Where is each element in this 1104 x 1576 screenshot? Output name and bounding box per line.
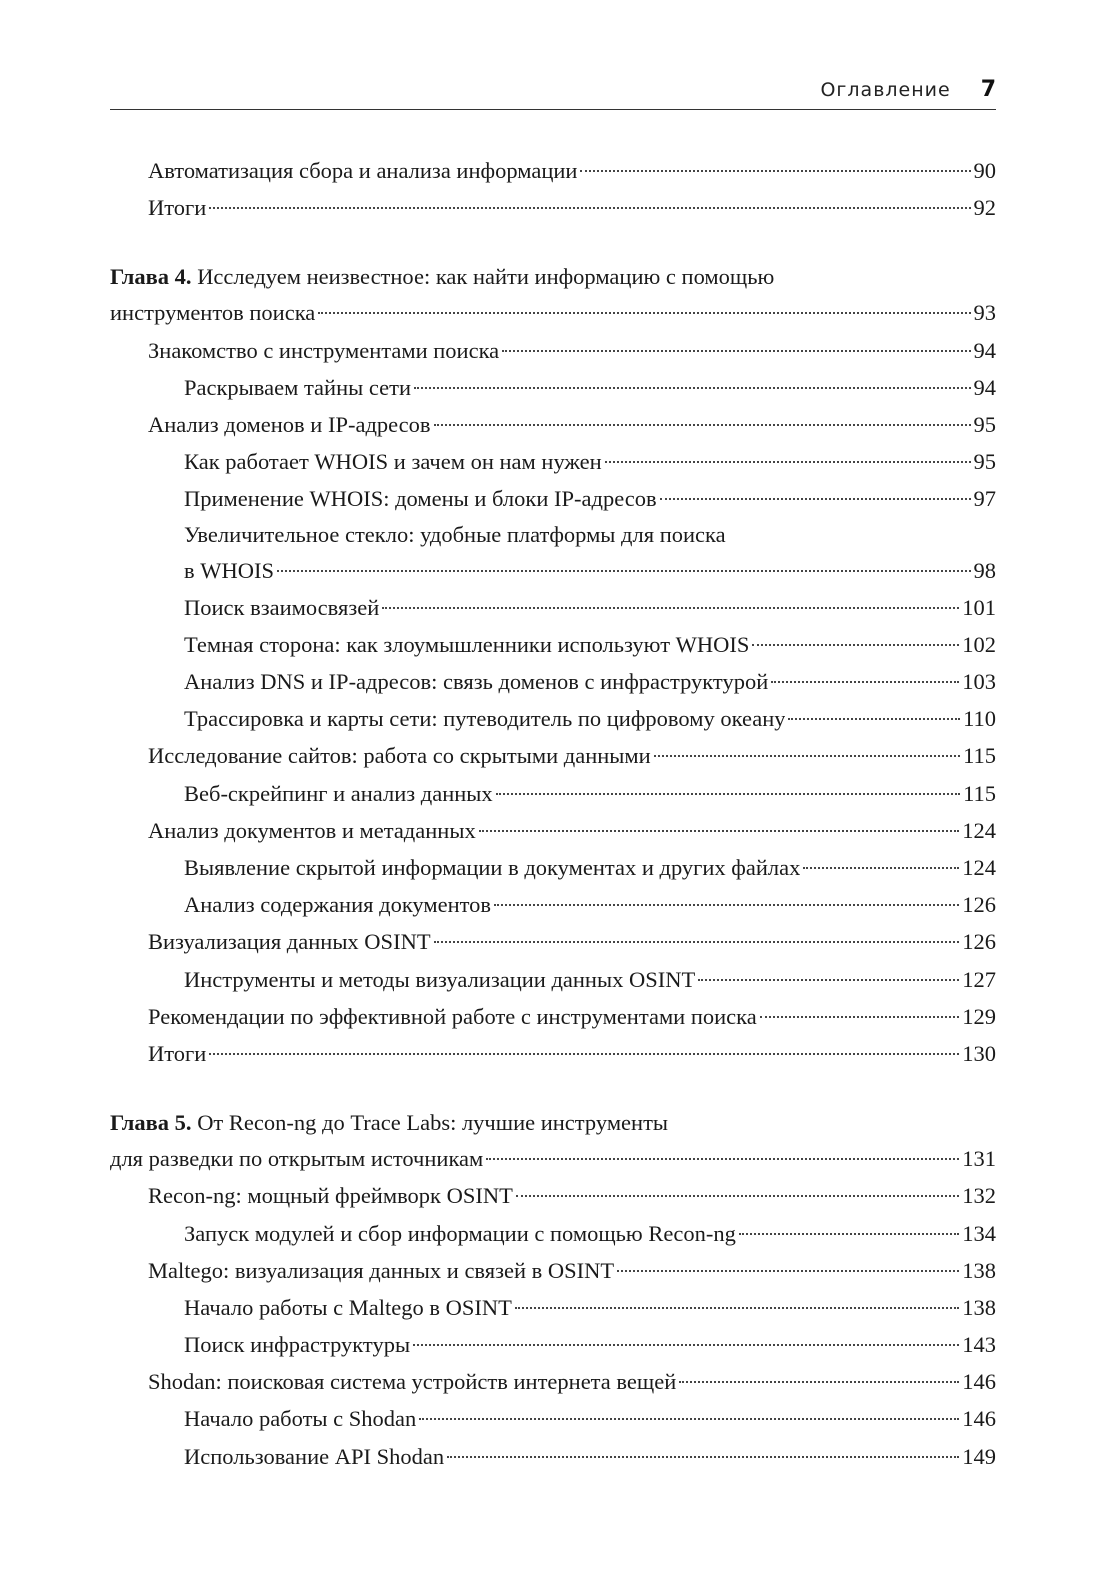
toc-entry-title: Запуск модулей и сбор информации с помощью Recon-ng	[184, 1220, 736, 1246]
toc-entry-page: 102	[962, 631, 996, 657]
toc-entry	[110, 189, 996, 226]
toc-entry-title: Анализ DNS и IP-адресов: связь доменов с инфраструктурой	[184, 669, 769, 695]
dot-leader	[209, 1053, 959, 1055]
toc-entry	[110, 1215, 996, 1252]
toc-entry	[110, 775, 996, 812]
toc-entry-page: 134	[962, 1220, 996, 1246]
toc-entry-title: Shodan: поисковая система устройств интернета вещей	[148, 1369, 677, 1395]
toc-entry	[110, 626, 996, 663]
toc-entry	[110, 1326, 996, 1363]
toc-entry-page: 126	[962, 929, 996, 955]
dot-leader	[617, 1270, 959, 1272]
toc-entry-title: Анализ содержания документов	[184, 892, 492, 918]
toc-entry	[110, 663, 996, 700]
toc-entry-title: Раскрываем тайны сети	[184, 374, 411, 400]
toc-entry-title: Итоги	[148, 1040, 207, 1066]
toc-entry	[110, 961, 996, 998]
toc-entry	[110, 700, 996, 737]
toc-entry-page: 149	[962, 1443, 996, 1469]
toc-entry-page: 94	[973, 337, 996, 363]
running-header	[110, 70, 996, 110]
toc-entry-title: Использование API Shodan	[184, 1443, 445, 1469]
dot-leader	[494, 904, 959, 906]
toc-entry-title: Итоги	[148, 195, 207, 221]
toc-entry	[110, 886, 996, 923]
toc-entry-title: Трассировка и карты сети: путеводитель по цифровому океану	[184, 706, 786, 732]
dot-leader	[434, 941, 960, 943]
toc-entry-title: Recon-ng: мощный фреймворк OSINT	[148, 1183, 513, 1209]
toc-entry	[110, 1438, 996, 1475]
dot-leader	[803, 867, 959, 869]
dot-leader	[760, 1016, 960, 1018]
dot-leader	[739, 1233, 959, 1235]
toc-entry-page: 146	[962, 1406, 996, 1432]
toc-entry-title: Поиск взаимосвязей	[184, 594, 380, 620]
toc-entry-page: 132	[962, 1183, 996, 1209]
dot-leader	[515, 1307, 959, 1309]
toc-entry	[110, 923, 996, 960]
dot-leader	[679, 1381, 959, 1383]
toc-entry-title: Анализ документов и метаданных	[148, 817, 476, 843]
toc-entry	[110, 443, 996, 480]
toc-entry-title: Начало работы с Shodan	[184, 1406, 417, 1432]
toc-entry-title: Maltego: визуализация данных и связей в OSINT	[148, 1257, 615, 1283]
toc-entry	[110, 1035, 996, 1072]
dot-leader	[486, 1158, 959, 1160]
toc-entry-wrapped-line1: Увеличительное стекло: удобные платформы для поиска	[184, 521, 726, 547]
toc-entry-page: 103	[962, 669, 996, 695]
toc-entry-title: Знакомство с инструментами поиска	[148, 337, 500, 363]
toc-entry-page: 138	[962, 1257, 996, 1283]
toc-entry	[110, 406, 996, 443]
toc-entry-page: 143	[962, 1332, 996, 1358]
toc-entry-title: Исследование сайтов: работа со скрытыми данными	[148, 743, 651, 769]
chapter-4-page: 93	[973, 300, 996, 326]
toc-entry	[110, 1252, 996, 1289]
dot-leader	[516, 1195, 959, 1197]
toc-entry-page: 129	[962, 1003, 996, 1029]
dot-leader	[382, 607, 959, 609]
toc-entry-page: 126	[962, 892, 996, 918]
dot-leader	[419, 1418, 959, 1420]
toc-entry-title: Визуализация данных OSINT	[148, 929, 431, 955]
toc-entry-title: Рекомендации по эффективной работе с инструментами поиска	[148, 1003, 757, 1029]
toc-entry	[110, 737, 996, 774]
dot-leader	[654, 755, 960, 757]
chapter-5-heading	[110, 1106, 996, 1140]
chapter-4-heading	[110, 260, 996, 294]
toc-entry-page: 95	[973, 411, 996, 437]
toc-entry-title: в WHOIS	[184, 557, 274, 583]
toc-entry-page: 138	[962, 1294, 996, 1320]
toc-entry	[110, 152, 996, 189]
dot-leader	[605, 461, 971, 463]
dot-leader	[698, 979, 959, 981]
chapter-5-title-line1: От Recon-ng до Trace Labs: лучшие инструменты	[191, 1110, 669, 1136]
dot-leader	[660, 498, 971, 500]
dot-leader	[318, 312, 970, 314]
section-gap	[110, 1072, 996, 1106]
toc-entry-title: Анализ доменов и IP-адресов	[148, 411, 431, 437]
chapter-5-page: 131	[962, 1146, 996, 1172]
dot-leader	[277, 570, 971, 572]
toc-entry-page: 101	[962, 594, 996, 620]
toc-entry	[110, 998, 996, 1035]
toc-entry	[110, 849, 996, 886]
toc-entry	[110, 1177, 996, 1214]
dot-leader	[580, 170, 970, 172]
running-header-title: Оглавление	[820, 78, 951, 101]
toc-entry-page: 115	[963, 780, 996, 806]
toc-entry	[110, 369, 996, 406]
toc-entry-page: 124	[962, 855, 996, 880]
toc-entry-page: 146	[962, 1369, 996, 1395]
toc-entry	[110, 480, 996, 517]
toc-entry-page: 97	[973, 486, 996, 512]
chapter-4-entry	[110, 294, 996, 331]
chapter-4-label: Глава 4.	[110, 264, 192, 290]
dot-leader	[502, 350, 970, 352]
dot-leader	[209, 207, 970, 209]
toc-entry-title: Автоматизация сбора и анализа информации	[148, 158, 578, 183]
toc-entry	[110, 332, 996, 369]
dot-leader	[479, 830, 960, 832]
toc-entry-page: 115	[963, 743, 996, 769]
dot-leader	[413, 1344, 959, 1346]
toc-entry-page: 127	[962, 966, 996, 992]
dot-leader	[788, 718, 960, 720]
toc-entry-title: Инструменты и методы визуализации данных OSINT	[184, 966, 696, 992]
dot-leader	[447, 1456, 959, 1458]
chapter-5-title-line2: для разведки по открытым источникам	[110, 1146, 484, 1172]
toc-entry	[110, 1289, 996, 1326]
table-of-contents	[110, 152, 996, 1475]
toc-entry-page: 95	[973, 449, 996, 475]
chapter-5-entry	[110, 1140, 996, 1177]
toc-entry-title: Применение WHOIS: домены и блоки IP-адресов	[184, 486, 657, 512]
toc-entry-page: 94	[973, 374, 996, 400]
section-gap	[110, 226, 996, 260]
toc-entry-page: 98	[973, 557, 996, 583]
toc-entry	[110, 589, 996, 626]
toc-entry-page: 92	[973, 195, 996, 221]
toc-entry-page: 90	[973, 158, 996, 183]
page-number: 7	[980, 77, 996, 102]
toc-entry-title: Темная сторона: как злоумышленники используют WHOIS	[184, 631, 750, 657]
dot-leader	[771, 681, 959, 683]
chapter-4-title-line2: инструментов поиска	[110, 300, 316, 326]
dot-leader	[752, 644, 959, 646]
toc-entry-title: Выявление скрытой информации в документах и других файлах	[184, 855, 801, 880]
toc-entry-title: Как работает WHOIS и зачем он нам нужен	[184, 449, 602, 475]
toc-entry	[110, 1363, 996, 1400]
dot-leader	[496, 793, 960, 795]
chapter-4-title-line1: Исследуем неизвестное: как найти информацию с помощью	[191, 264, 775, 290]
toc-entry	[110, 812, 996, 849]
toc-entry-page: 130	[962, 1040, 996, 1066]
toc-entry-title: Начало работы с Maltego в OSINT	[184, 1294, 512, 1320]
toc-entry-title: Поиск инфраструктуры	[184, 1332, 411, 1358]
toc-entry-page: 124	[962, 817, 996, 843]
toc-entry	[110, 552, 996, 589]
toc-entry	[110, 1400, 996, 1437]
toc-entry-title: Веб-скрейпинг и анализ данных	[184, 780, 493, 806]
dot-leader	[414, 387, 971, 389]
toc-entry-page: 110	[963, 706, 996, 732]
dot-leader	[434, 424, 971, 426]
chapter-5-label: Глава 5.	[110, 1110, 192, 1136]
